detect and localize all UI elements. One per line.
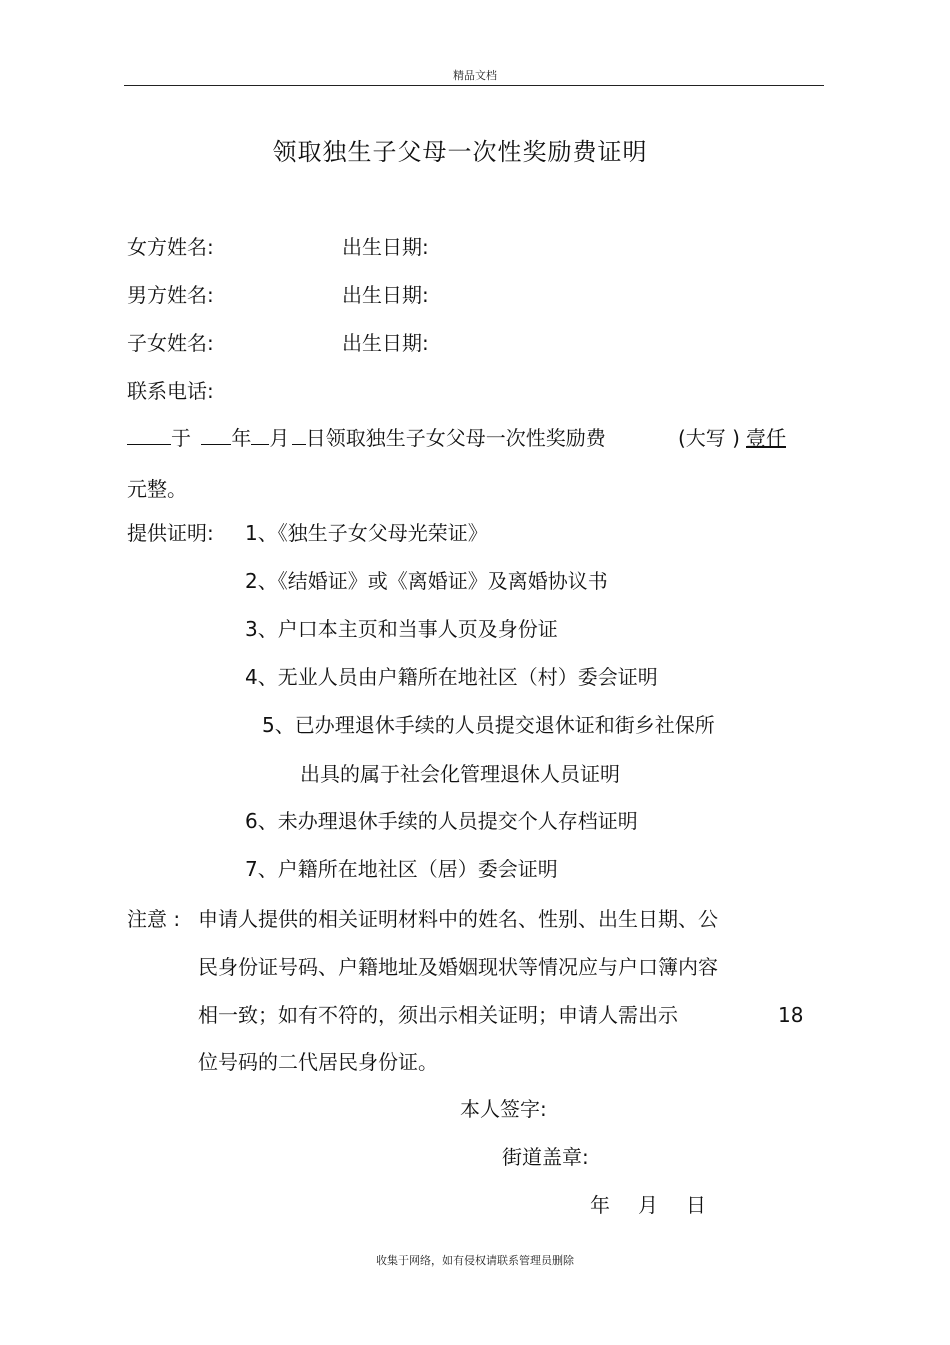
notice-label: 注意 :	[127, 907, 181, 931]
child-birthdate-label: 出生日期:	[342, 331, 429, 355]
proof-item: 4、无业人员由户籍所在地社区（村）委会证明	[245, 665, 658, 689]
proof-item: 6、未办理退休手续的人员提交个人存档证明	[245, 809, 638, 833]
notice-id-digits: 18	[778, 1003, 804, 1027]
proof-item: 5、已办理退休手续的人员提交退休证和街乡社保所	[262, 713, 715, 737]
receipt-month: 月	[269, 426, 290, 450]
proof-label: 提供证明:	[127, 521, 214, 545]
child-name-label: 子女姓名:	[127, 331, 214, 355]
receipt-end: 元整。	[127, 477, 187, 501]
proof-item: 3、户口本主页和当事人页及身份证	[245, 617, 558, 641]
receipt-daxie: (大写 )	[678, 426, 740, 450]
notice-line: 相一致；如有不符的，须出示相关证明；申请人需出示	[198, 1003, 678, 1027]
document-title: 领取独生子父母一次性奖励费证明	[272, 138, 648, 166]
header-rule	[124, 85, 824, 86]
male-name-label: 男方姓名:	[127, 283, 214, 307]
receipt-amount: 壹仟	[746, 426, 786, 450]
sign-year: 年	[590, 1193, 610, 1217]
receipt-text: 日领取独生子女父母一次性奖励费	[305, 426, 606, 450]
proof-item-continuation: 出具的属于社会化管理退休人员证明	[300, 762, 620, 786]
receipt-year: 年	[231, 426, 252, 450]
notice-line: 申请人提供的相关证明材料中的姓名、性别、出生日期、公	[198, 907, 718, 931]
proof-item: 2、《结婚证》或《离婚证》及离婚协议书	[245, 569, 608, 593]
sign-month: 月	[638, 1193, 658, 1217]
receipt-line	[127, 424, 606, 452]
day-blank	[292, 424, 306, 445]
page-footer: 收集于网络，如有侵权请联系管理员删除	[376, 1254, 574, 1267]
year-blank	[201, 424, 231, 445]
female-birthdate-label: 出生日期:	[342, 235, 429, 259]
self-signature-label: 本人签字:	[460, 1097, 547, 1121]
female-name-label: 女方姓名:	[127, 235, 214, 259]
notice-line: 位号码的二代居民身份证。	[198, 1050, 438, 1074]
male-birthdate-label: 出生日期:	[342, 283, 429, 307]
notice-line: 民身份证号码、户籍地址及婚姻现状等情况应与户口簿内容	[198, 955, 718, 979]
page-header: 精品文档	[453, 69, 497, 82]
proof-item: 7、户籍所在地社区（居）委会证明	[245, 857, 558, 881]
name-blank	[127, 424, 171, 445]
sign-day: 日	[686, 1193, 706, 1217]
receipt-yu: 于	[171, 426, 191, 450]
month-blank	[251, 424, 269, 445]
phone-label: 联系电话:	[127, 379, 214, 403]
street-stamp-label: 街道盖章:	[502, 1145, 589, 1169]
proof-item: 1、《独生子女父母光荣证》	[245, 521, 488, 545]
